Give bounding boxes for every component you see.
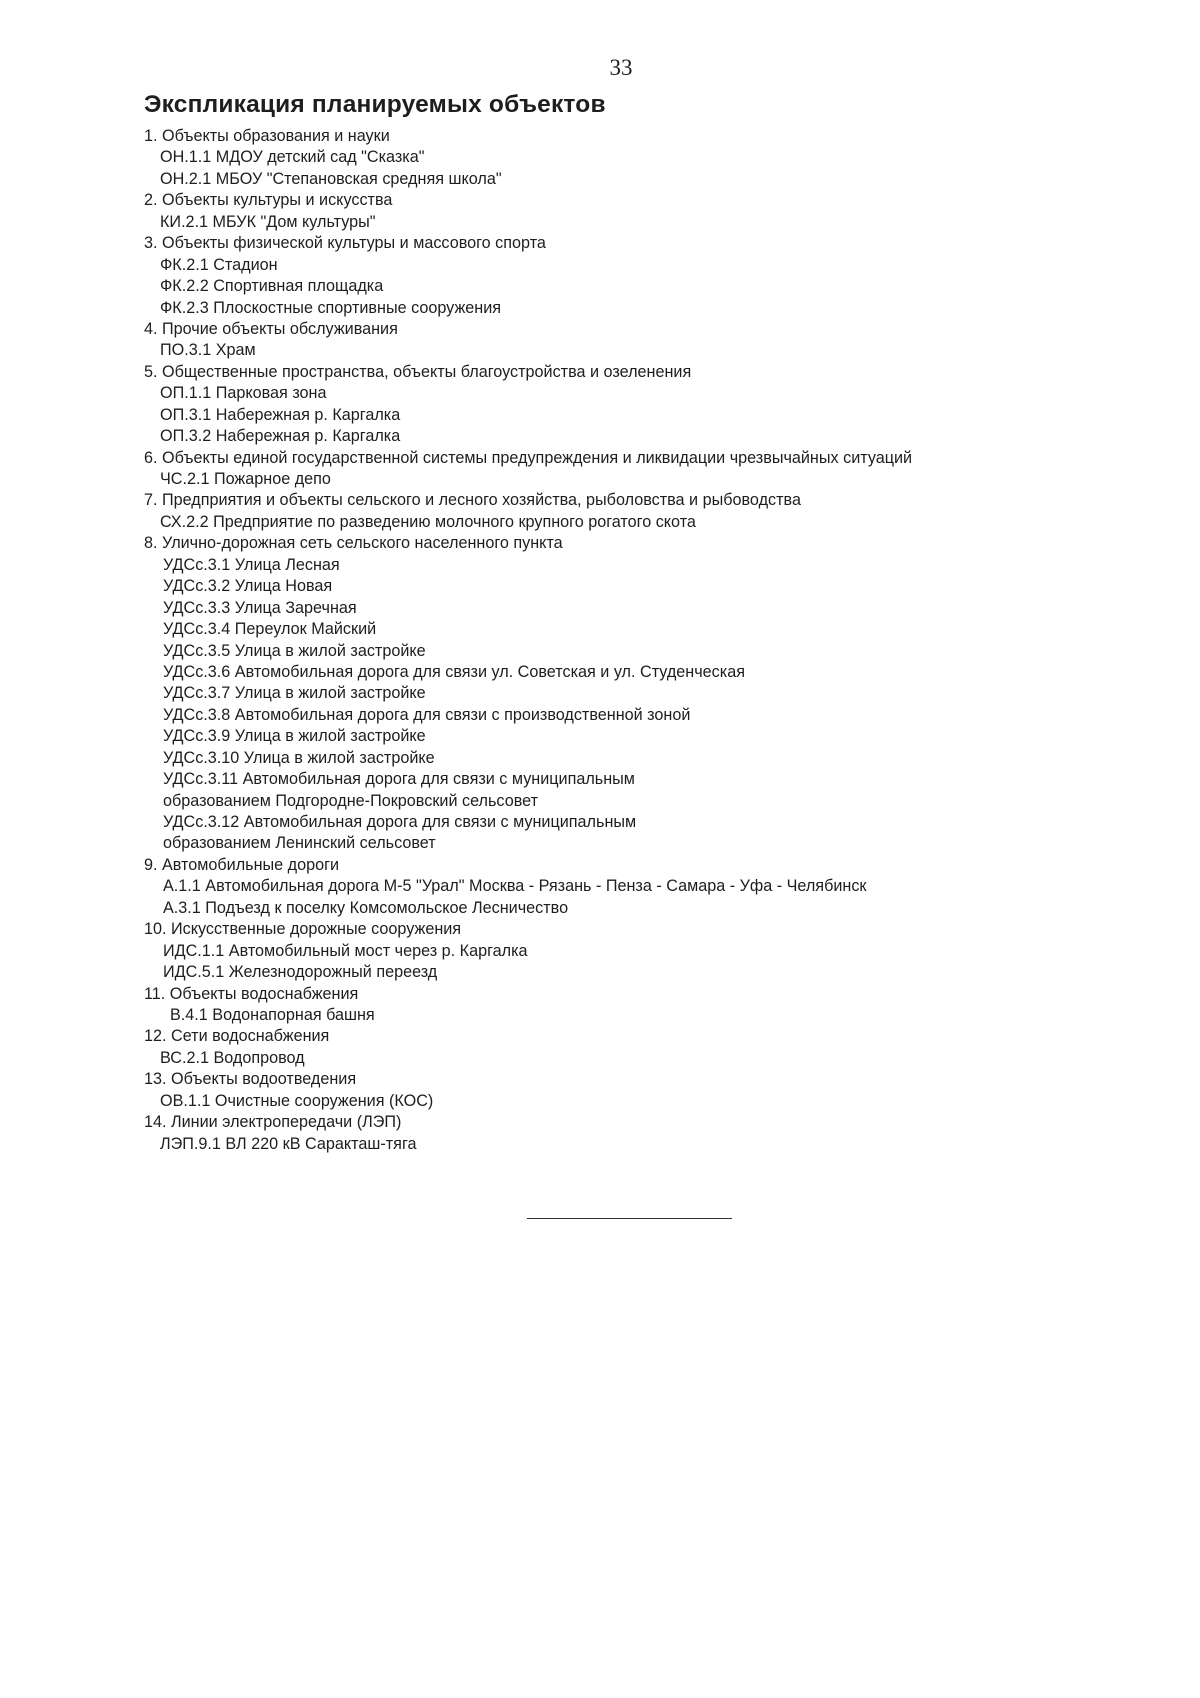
list-item-text: ВС.2.1 Водопровод <box>160 1048 305 1067</box>
list-item-text: УДСс.3.9 Улица в жилой застройке <box>163 727 426 746</box>
section-heading <box>0 126 1200 147</box>
section-heading <box>0 362 1200 383</box>
list-item-text: А.1.1 Автомобильная дорога М-5 "Урал" Москва - Рязань - Пенза - Самара - Уфа - Челябинск <box>163 877 867 896</box>
list-item <box>0 898 1200 919</box>
list-item <box>0 576 1200 597</box>
list-item-text: УДСс.3.10 Улица в жилой застройке <box>163 748 435 767</box>
list-item <box>0 555 1200 576</box>
list-item-text: УДСс.3.6 Автомобильная дорога для связи ул. Советская и ул. Студенческая <box>163 662 745 681</box>
list-item-text: ОП.3.1 Набережная р. Каргалка <box>160 405 401 424</box>
list-item <box>0 255 1200 276</box>
section-heading <box>0 1112 1200 1133</box>
section-heading-text: 6. Объекты единой государственной системы предупреждения и ликвидации чрезвычайных ситуаций <box>144 448 913 467</box>
list-item-text: ОН.1.1 МДОУ детский сад "Сказка" <box>160 148 425 167</box>
list-item <box>0 1134 1200 1155</box>
list-item <box>0 876 1200 897</box>
explication-list <box>0 126 1200 1155</box>
list-item <box>0 619 1200 640</box>
list-item-text: ОВ.1.1 Очистные сооружения (КОС) <box>160 1091 434 1110</box>
list-item-text: УДСс.3.12 Автомобильная дорога для связи с муниципальным <box>163 813 637 831</box>
list-item-text: ФК.2.3 Плоскостные спортивные сооружения <box>160 298 502 317</box>
list-item-text: образованием Ленинский сельсовет <box>163 834 436 853</box>
list-item <box>0 169 1200 190</box>
list-item <box>0 1005 1200 1026</box>
list-item-text: образованием Подгородне-Покровский сельсовет <box>163 791 538 810</box>
section-heading <box>0 919 1200 940</box>
section-heading <box>0 490 1200 511</box>
list-item <box>0 791 1200 812</box>
section-heading-text: 1. Объекты образования и науки <box>144 127 390 145</box>
list-item-text: СХ.2.2 Предприятие по разведению молочного крупного рогатого скота <box>160 512 696 531</box>
list-item <box>0 147 1200 168</box>
list-item <box>0 405 1200 426</box>
list-item <box>0 705 1200 726</box>
list-item <box>0 769 1200 790</box>
section-heading-text: 4. Прочие объекты обслуживания <box>144 319 398 338</box>
section-heading <box>0 1026 1200 1047</box>
list-item-text: ФК.2.1 Стадион <box>160 255 278 274</box>
section-heading <box>0 448 1200 469</box>
list-item <box>0 726 1200 747</box>
section-heading <box>0 190 1200 211</box>
list-item-text: ЛЭП.9.1 ВЛ 220 кВ Саракташ-тяга <box>160 1134 417 1153</box>
section-heading-text: 11. Объекты водоснабжения <box>144 984 359 1003</box>
list-item <box>0 276 1200 297</box>
list-item <box>0 748 1200 769</box>
list-item-text: УДСс.3.4 Переулок Майский <box>163 620 377 639</box>
section-heading <box>0 855 1200 876</box>
section-heading-text: 12. Сети водоснабжения <box>144 1027 330 1046</box>
section-heading-text: 2. Объекты культуры и искусства <box>144 191 393 210</box>
list-item-text: УДСс.3.3 Улица Заречная <box>163 598 357 617</box>
list-item-text: УДСс.3.5 Улица в жилой застройке <box>163 641 426 660</box>
list-item <box>0 662 1200 683</box>
list-item <box>0 469 1200 490</box>
list-item <box>0 426 1200 447</box>
section-heading <box>0 533 1200 554</box>
list-item <box>0 1091 1200 1112</box>
page-number: 33 <box>609 55 633 80</box>
list-item-text: А.3.1 Подъезд к поселку Комсомольское Лесничество <box>163 898 569 917</box>
list-item <box>0 941 1200 962</box>
section-heading <box>0 984 1200 1005</box>
closing-rule <box>527 1218 732 1219</box>
list-item <box>0 1048 1200 1069</box>
section-heading-text: 9. Автомобильные дороги <box>144 855 340 874</box>
list-item-text: ИДС.1.1 Автомобильный мост через р. Каргалка <box>163 941 528 960</box>
section-heading <box>0 319 1200 340</box>
section-heading <box>0 233 1200 254</box>
section-heading-text: 8. Улично-дорожная сеть сельского населенного пункта <box>144 534 563 553</box>
section-heading-text: 13. Объекты водоотведения <box>144 1070 357 1089</box>
list-item <box>0 962 1200 983</box>
list-item-text: В.4.1 Водонапорная башня <box>170 1005 375 1024</box>
list-item <box>0 340 1200 361</box>
list-item <box>0 683 1200 704</box>
list-item-text: УДСс.3.7 Улица в жилой застройке <box>163 684 426 703</box>
section-heading-text: 3. Объекты физической культуры и массового спорта <box>144 234 546 253</box>
list-item-text: ИДС.5.1 Железнодорожный переезд <box>163 963 438 982</box>
section-heading <box>0 1069 1200 1090</box>
section-heading-text: 10. Искусственные дорожные сооружения <box>144 920 462 939</box>
list-item-text: УДСс.3.1 Улица Лесная <box>163 555 340 574</box>
list-item-text: ОП.1.1 Парковая зона <box>160 384 327 403</box>
list-item-text: ОП.3.2 Набережная р. Каргалка <box>160 427 401 446</box>
list-item-text: КИ.2.1 МБУК "Дом культуры" <box>160 212 376 231</box>
list-item-text: УДСс.3.8 Автомобильная дорога для связи с производственной зоной <box>163 705 691 724</box>
list-item-text: ФК.2.2 Спортивная площадка <box>160 277 384 296</box>
list-item-text: УДСс.3.2 Улица Новая <box>163 577 333 596</box>
list-item <box>0 512 1200 533</box>
document-title: Экспликация планируемых объектов <box>144 91 606 118</box>
list-item-text: ПО.3.1 Храм <box>160 341 256 360</box>
list-item-text: УДСс.3.11 Автомобильная дорога для связи с муниципальным <box>163 770 635 789</box>
list-item-text: ОН.2.1 МБОУ "Степановская средняя школа" <box>160 169 502 188</box>
list-item-text: ЧС.2.1 Пожарное депо <box>160 470 331 488</box>
list-item <box>0 812 1200 833</box>
section-heading-text: 5. Общественные пространства, объекты благоустройства и озеленения <box>144 362 692 381</box>
list-item <box>0 641 1200 662</box>
list-item <box>0 383 1200 404</box>
list-item <box>0 212 1200 233</box>
list-item <box>0 298 1200 319</box>
list-item <box>0 598 1200 619</box>
section-heading-text: 14. Линии электропередачи (ЛЭП) <box>144 1113 402 1132</box>
list-item <box>0 833 1200 854</box>
section-heading-text: 7. Предприятия и объекты сельского и лесного хозяйства, рыболовства и рыбоводства <box>144 491 801 510</box>
